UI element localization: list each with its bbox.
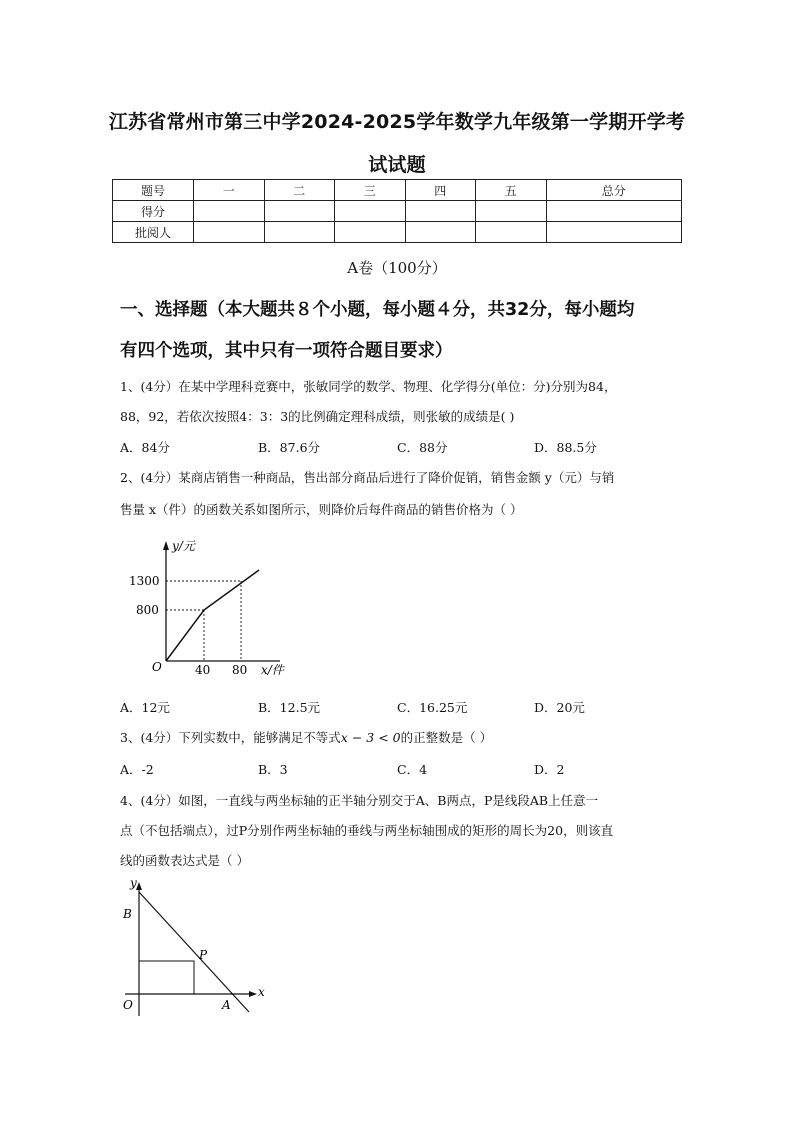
score-header-cell: 总分 — [546, 180, 682, 201]
score-table-row — [113, 201, 682, 222]
x-tick-40: 40 — [195, 663, 211, 677]
option-d: D．2 — [534, 762, 565, 777]
option-d: D．20元 — [534, 700, 585, 715]
score-header-cell: 二 — [264, 180, 335, 201]
question-text-line: 点（不包括端点），过P分别作两坐标轴的垂线与两坐标轴围成的矩形的周长为20，则该直 — [120, 823, 614, 838]
option-b: B．12.5元 — [258, 700, 321, 715]
section-heading-line2: 有四个选项，其中只有一项符合题目要求） — [120, 341, 453, 361]
point-b-label: B — [123, 907, 132, 921]
question-text-line: 2、(4分）某商店销售一种商品，售出部分商品后进行了降价促销，销售金额 y（元）与销 — [120, 470, 615, 485]
question-text: 的正整数是（ ） — [400, 730, 493, 745]
rectangle-sides — [139, 961, 194, 994]
score-cell — [476, 222, 547, 243]
question-text-line: 88，92，若依次按照4：3：3的比例确定理科成绩，则张敏的成绩是( ) — [120, 409, 515, 424]
x-axis-label: x/件 — [261, 663, 284, 677]
score-cell — [264, 222, 335, 243]
score-header-cell: 五 — [476, 180, 547, 201]
score-header-cell: 三 — [335, 180, 406, 201]
option-a: A．-2 — [120, 762, 154, 777]
option-b: B．87.6分 — [258, 440, 321, 455]
score-table-row — [113, 222, 682, 243]
score-cell — [405, 222, 476, 243]
question-text: 3、(4分）下列实数中，能够满足不等式 — [120, 730, 341, 745]
score-table-header-row — [113, 180, 682, 201]
sales-graph-figure — [125, 535, 295, 685]
section-heading-line1: 一、选择题（本大题共８个小题，每小题４分，共32分，每小题均 — [120, 300, 635, 320]
question-text-line: 售量 x（件）的函数关系如图所示，则降价后每件商品的销售价格为（ ） — [120, 502, 523, 517]
y-axis-label: y — [130, 878, 137, 890]
x-tick-80: 80 — [232, 663, 248, 677]
coordinate-figure — [115, 878, 285, 1023]
score-cell — [546, 201, 682, 222]
question-text-line: 1、(4分）在某中学理科竞赛中，张敏同学的数学、物理、化学得分(单位：分)分别为84， — [120, 379, 617, 394]
question-text-line: 线的函数表达式是（ ） — [120, 853, 249, 868]
option-c: C．88分 — [397, 440, 448, 455]
option-d: D．88.5分 — [534, 440, 597, 455]
score-cell — [546, 222, 682, 243]
x-axis-label: x — [258, 985, 265, 999]
score-table — [112, 179, 682, 243]
inequality-expression: x − 3 < 0 — [340, 730, 401, 745]
score-cell — [335, 201, 406, 222]
y-axis-arrow — [136, 882, 142, 890]
origin-label: O — [123, 998, 133, 1012]
score-header-cell: 一 — [194, 180, 265, 201]
score-cell — [405, 201, 476, 222]
score-cell — [264, 201, 335, 222]
option-a: A．12元 — [120, 700, 170, 715]
option-c: C．4 — [397, 762, 428, 777]
exam-title-line1: 江苏省常州市第三中学2024-2025学年数学九年级第一学期开学考 — [108, 111, 686, 133]
score-row-label: 批阅人 — [113, 222, 194, 243]
question-1-options — [120, 438, 680, 458]
sales-function-line — [166, 570, 259, 661]
y-tick-1300: 1300 — [129, 574, 160, 588]
option-c: C．16.25元 — [397, 700, 468, 715]
question-2-options — [120, 698, 680, 718]
option-b: B．3 — [258, 762, 288, 777]
score-cell — [194, 222, 265, 243]
score-cell — [476, 201, 547, 222]
question-4 — [120, 791, 680, 871]
option-a: A．84分 — [120, 440, 170, 455]
y-tick-800: 800 — [136, 603, 159, 617]
score-row-label: 得分 — [113, 201, 194, 222]
question-3 — [120, 728, 680, 748]
question-1 — [120, 377, 680, 427]
point-p-label: P — [199, 948, 208, 962]
paper-part-label: A卷（100分） — [347, 259, 447, 277]
score-cell — [335, 222, 406, 243]
score-header-cell: 题号 — [113, 180, 194, 201]
exam-title-line2: 试试题 — [368, 154, 426, 176]
point-a-label: A — [222, 998, 231, 1012]
question-text-line: 4、(4分）如图，一直线与两坐标轴的正半轴分别交于A、B两点，P是线段AB上任意一 — [120, 793, 599, 808]
score-cell — [194, 201, 265, 222]
y-axis-label: y/元 — [172, 539, 195, 553]
origin-label: O — [152, 660, 162, 674]
y-axis-arrow — [163, 541, 169, 550]
question-2 — [120, 468, 680, 520]
score-header-cell: 四 — [405, 180, 476, 201]
x-axis-arrow — [249, 991, 257, 997]
question-3-options — [120, 760, 680, 780]
